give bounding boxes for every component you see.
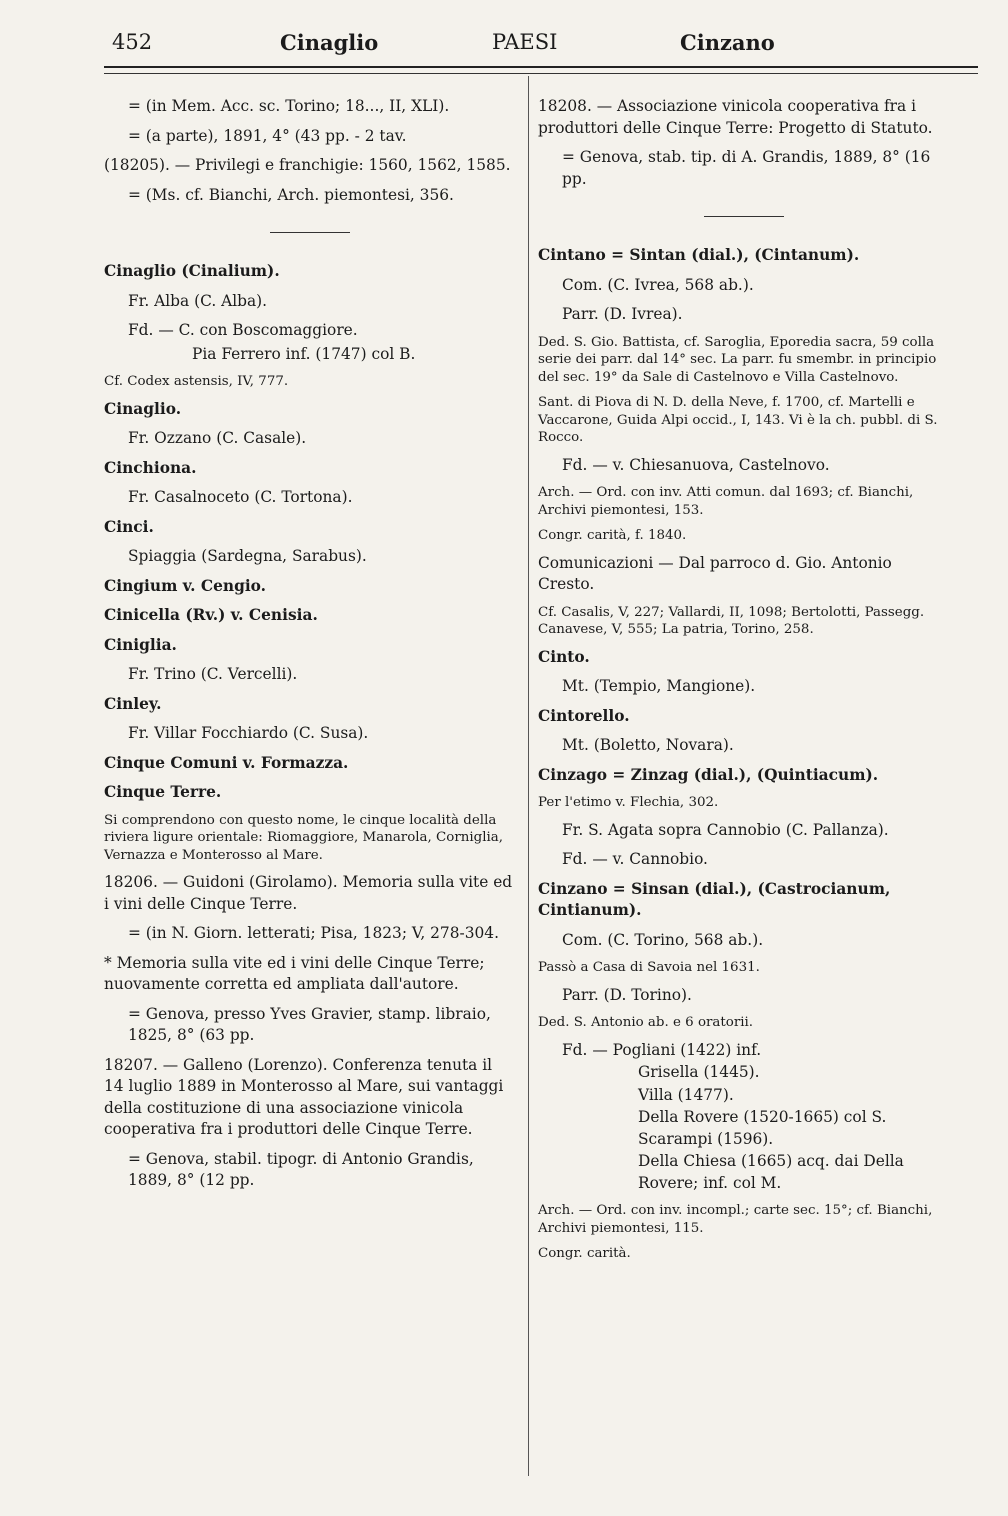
place-heading: Cinley. [104,694,162,713]
entry-text: Grisella (1445). [638,1063,760,1081]
entry-text: Fr. Villar Focchiardo (C. Susa). [128,724,369,742]
entry-text: Fr. S. Agata sopra Cannobio (C. Pallanza). [562,820,889,839]
page-header [100,30,968,60]
bibliographic-entry: 18208. — Associazione vinicola cooperativa fra i produttori delle Cinque Terre: Progetto di Statuto. [538,97,933,137]
entry-text: Fr. Ozzano (C. Casale). [128,429,307,447]
entry-note: Cf. Casalis, V, 227; Vallardi, II, 1098; Bertolotti, Passegg. Canavese, V, 555; La patria, Torino, 258. [538,604,925,637]
section-separator [270,232,350,233]
bibliographic-entry: * Memoria sulla vite ed i vini delle Cinque Terre; nuovamente corretta ed ampliata dall'autore. [104,953,485,993]
place-heading: Cintorello. [538,706,630,725]
entry-note: Cf. Codex astensis, IV, 777. [104,374,289,389]
entry-note: Ded. S. Antonio ab. e 6 oratorii. [538,1015,754,1030]
entry-note: Congr. carità, f. 1840. [538,528,687,543]
bibliographic-entry: 18206. — Guidoni (Girolamo). Memoria sulla vite ed i vini delle Cinque Terre. [104,873,513,913]
entry-note: Per l'etimo v. Flechia, 302. [538,795,719,810]
entry-text: Della Rovere (1520-1665) col S. Scarampi (1596). [638,1108,887,1148]
place-heading: Cinzano = Sinsan (dial.), (Castrocianum, Cintianum). [538,879,891,919]
entry-note: Ded. S. Gio. Battista, cf. Saroglia, Eporedia sacra, 59 colla serie dei parr. dal 14° sec. La parr. fu smembr. in principio del sec. 19° da Sale di Castelnovo e Villa Castelnovo. [538,334,937,385]
place-heading: Cinzago = Zinzag (dial.), (Quintiacum). [538,765,879,784]
section-separator [704,216,784,217]
left-column [104,96,516,1200]
header-rule-thick [104,66,978,68]
header-rule-thin [104,73,978,74]
entry-text: Com. (C. Torino, 568 ab.). [562,930,764,949]
place-heading: Cinaglio. [104,399,182,418]
bibliographic-entry: (18205). — Privilegi e franchigie: 1560, 1562, 1585. [104,156,511,174]
header-right-word: Cinzano [680,30,775,55]
place-heading: Cintano = Sintan (dial.), (Cintanum). [538,246,860,264]
entry-text: Parr. (D. Torino). [562,985,692,1004]
place-heading: Cingium v. Cengio. [104,576,267,595]
entry-text: Parr. (D. Ivrea). [562,305,683,323]
entry-text: Fd. — v. Chiesanuova, Castelnovo. [562,455,830,474]
entry-text: Fd. — v. Cannobio. [562,850,708,868]
entry-text: Fd. — C. con Boscomaggiore. [128,321,358,339]
entry-note: Arch. — Ord. con inv. incompl.; carte sec. 15°; cf. Bianchi, Archivi piemontesi, 115. [538,1203,933,1236]
entry-text: Fr. Trino (C. Vercelli). [128,665,298,683]
entry-note: Sant. di Piova di N. D. della Neve, f. 1700, cf. Martelli e Vaccarone, Guida Alpi occid., I, 143. Vi è la ch. pubbl. di S. Rocco. [538,395,938,445]
bibliographic-entry: 18207. — Galleno (Lorenzo). Conferenza tenuta il 14 luglio 1889 in Monterosso al Mare, sui vantaggi della costituzione di una associazione vinicola cooperativa fra i produttori delle Cinque Terre. [104,1055,504,1138]
bibliographic-entry: Comunicazioni — Dal parroco d. Gio. Antonio Cresto. [538,553,892,593]
entry-text: Mt. (Boletto, Novara). [562,736,734,754]
right-column [538,96,950,1271]
place-heading: Cinci. [104,517,154,536]
entry-text: Fd. — Pogliani (1422) inf. [562,1040,762,1059]
place-heading: Ciniglia. [104,635,177,654]
column-divider [528,76,529,1476]
entry-text: Spiaggia (Sardegna, Sarabus). [128,547,367,565]
page-number: 452 [112,30,153,54]
entry-text: = (a parte), 1891, 4° (43 pp. - 2 tav. [128,126,407,145]
entry-text: Fr. Casalnoceto (C. Tortona). [128,488,353,506]
header-left-word: Cinaglio [280,30,379,55]
place-heading: Cinque Comuni v. Formazza. [104,753,349,772]
entry-text: = (Ms. cf. Bianchi, Arch. piemontesi, 356. [128,185,454,204]
place-heading: Cinto. [538,647,590,666]
entry-text: Pia Ferrero inf. (1747) col B. [192,344,416,363]
entry-text: Fr. Alba (C. Alba). [128,291,268,310]
entry-text: Com. (C. Ivrea, 568 ab.). [562,275,754,294]
entry-text: = Genova, presso Yves Gravier, stamp. libraio, 1825, 8° (63 pp. [128,1004,491,1044]
entry-text: Mt. (Tempio, Mangione). [562,677,756,695]
place-heading: Cinchiona. [104,458,197,477]
entry-note: Passò a Casa di Savoia nel 1631. [538,960,760,975]
place-heading: Cinque Terre. [104,783,222,801]
entry-note: Congr. carità. [538,1246,631,1261]
entry-text: = (in Mem. Acc. sc. Torino; 18..., II, XLI). [128,97,450,115]
place-heading: Cinaglio (Cinalium). [104,262,280,280]
entry-text: Villa (1477). [638,1085,734,1104]
entry-note: Si comprendono con questo nome, le cinque località della riviera ligure orientale: Riomaggiore, Manarola, Corniglia, Vernazza e Monterosso al Mare. [104,812,504,863]
entry-text: = Genova, stab. tip. di A. Grandis, 1889, 8° (16 pp. [562,148,931,188]
entry-text: = (in N. Giorn. letterati; Pisa, 1823; V, 278-304. [128,924,499,942]
place-heading: Cinicella (Rv.) v. Cenisia. [104,606,318,624]
header-center-word: PAESI [492,30,558,54]
entry-text: Della Chiesa (1665) acq. dai Della Rovere; inf. col M. [638,1152,904,1192]
entry-text: = Genova, stabil. tipogr. di Antonio Grandis, 1889, 8° (12 pp. [128,1149,474,1189]
entry-note: Arch. — Ord. con inv. Atti comun. dal 1693; cf. Bianchi, Archivi piemontesi, 153. [538,485,914,518]
